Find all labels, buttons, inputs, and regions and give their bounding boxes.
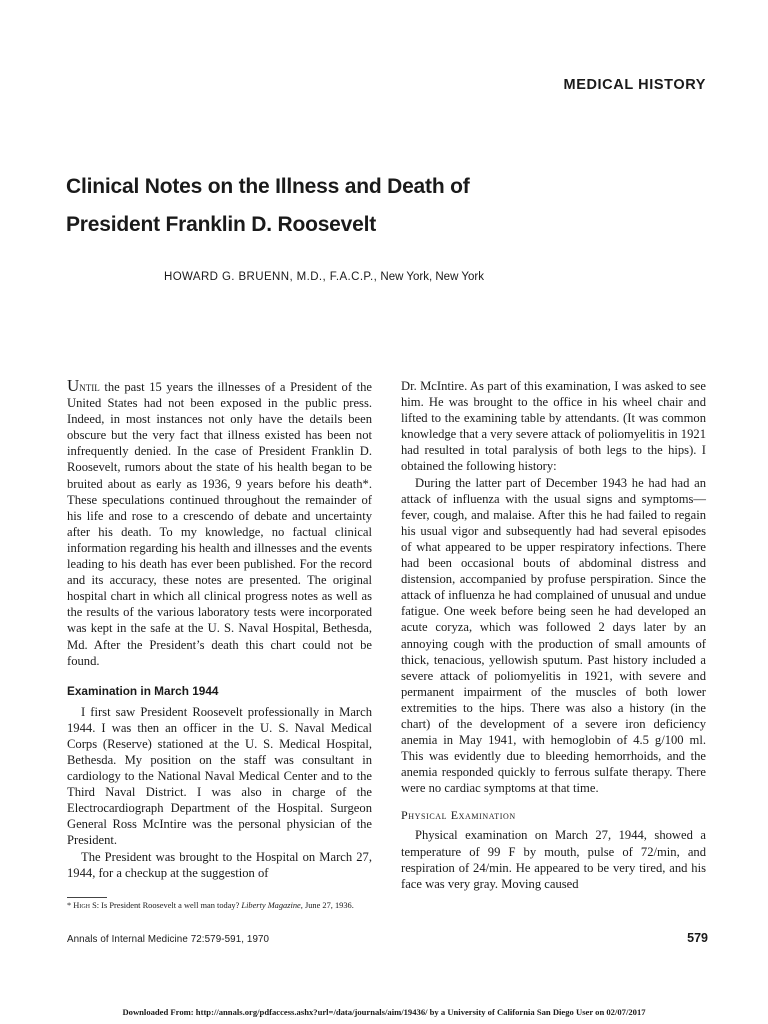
footnote-marker: * <box>67 901 74 910</box>
download-note: Downloaded From: http://annals.org/pdfaccess.ashx?url=/data/journals/aim/19436/ by a University of California San Diego User on 02/07/2017 <box>122 1007 646 1017</box>
intro-smallcaps: ntil <box>79 380 100 394</box>
title-line-2: President Franklin D. Roosevelt <box>66 213 377 236</box>
author-name: HOWARD G. BRUENN, M.D., F.A.C.P., <box>164 271 378 283</box>
intro-text: the past 15 years the illnesses of a President of the United States had not been exposed in the public press. Indeed, in most instances not only have the details been obscure but the very fact that illness existed has been not infrequently denied. In the case of President Franklin D. Roosevelt, rumors about the state of his health began to be bruited about as early as 1936, 9 years before his death*. These speculations continued throughout the remainder of his life and rose to a crescendo of debate and uncertainty after his death. To my knowledge, no factual clinical information regarding his health and illnesses and the events leading to his death has ever been published. For the record and its accuracy, these notes are presented. The original hospital chart in which all clinical progress notes as well as the results of the various laboratory tests were incorporated was kept in the safe at the U. S. Naval Hospital, Bethesda, Md. After the President’s death this chart could not be found. <box>67 380 372 668</box>
paragraph: The President was brought to the Hospital on March 27, 1944, for a checkup at the suggestion of <box>67 849 372 880</box>
section-label: MEDICAL HISTORY <box>563 77 706 93</box>
paragraph: During the latter part of December 1943 he had had an attack of influenza with the usual signs and symptoms—fever, cough, and malaise. After this he had failed to regain his usual vigor and subsequently had had several episodes of what appeared to be upper respiratory infections. There had been occasional bouts of abdominal distress and distension, accompanied by profuse perspiration. Since the attack of influenza he had complained of unusual and undue fatigue. One week before being seen he had developed an acute coryza, which was followed 2 days later by an annoying cough with the production of small amounts of thick, tenacious, yellowish sputum. Past history included a severe attack of poliomyelitis in 1921, with severe and permanent impairment of the muscles of both lower extremities to the hips. There was also a history (in the chart) of the development of a severe iron deficiency anemia in May 1941, with hemoglobin of 4.5 g/100 ml. This was evidently due to bleeding hemorrhoids, and the anemia responded quickly to ferrous sulfate therapy. There were no cardiac symptoms at that time. <box>401 475 706 796</box>
footnote-text: : Is President Roosevelt a well man today? <box>96 901 242 910</box>
paragraph: I first saw President Roosevelt professionally in March 1944. I was then an officer in the U. S. Naval Medical Corps (Reserve) stationed at the U. S. Medical Hospital, Bethesda. My position on the staff was consultant in cardiology to the National Naval Medical Center and to the Third Naval District. I was also in charge of the Electrocardiograph Department of the Hospital. Surgeon General Ross McIntire was the personal physician of the President. <box>67 704 372 848</box>
title-line-1: Clinical Notes on the Illness and Death of <box>66 175 470 198</box>
journal-citation: Annals of Internal Medicine 72:579-591, 1970 <box>67 934 270 945</box>
footnote-source: Liberty Magazine <box>241 901 301 910</box>
footnote <box>67 900 372 911</box>
subsection-heading: Physical Examination <box>401 808 516 823</box>
section-heading: Examination in March 1944 <box>67 683 219 698</box>
left-column <box>67 378 372 881</box>
footnote-date: , June 27, 1936. <box>300 901 354 910</box>
intro-paragraph <box>67 378 372 669</box>
paragraph: Physical examination on March 27, 1944, showed a temperature of 99 F by mouth, pulse of 72/min, and respiration of 24/min. He appeared to be very tired, and his face was very gray. Moving caused <box>401 828 706 891</box>
byline <box>164 271 624 283</box>
footnote-author: High S <box>73 901 97 910</box>
author-location: New York, New York <box>380 271 484 283</box>
page-number: 579 <box>687 931 708 945</box>
drop-cap: U <box>67 376 80 395</box>
right-column <box>401 378 706 892</box>
article-title <box>66 168 626 244</box>
paragraph: Dr. McIntire. As part of this examination, I was asked to see him. He was brought to the office in his wheel chair and lifted to the examining table by attendants. (It was common knowledge that a very severe attack of poliomyelitis in 1921 had resulted in total paralysis of both legs to the hips). I obtained the following history: <box>401 379 706 474</box>
footnote-rule <box>67 897 107 898</box>
